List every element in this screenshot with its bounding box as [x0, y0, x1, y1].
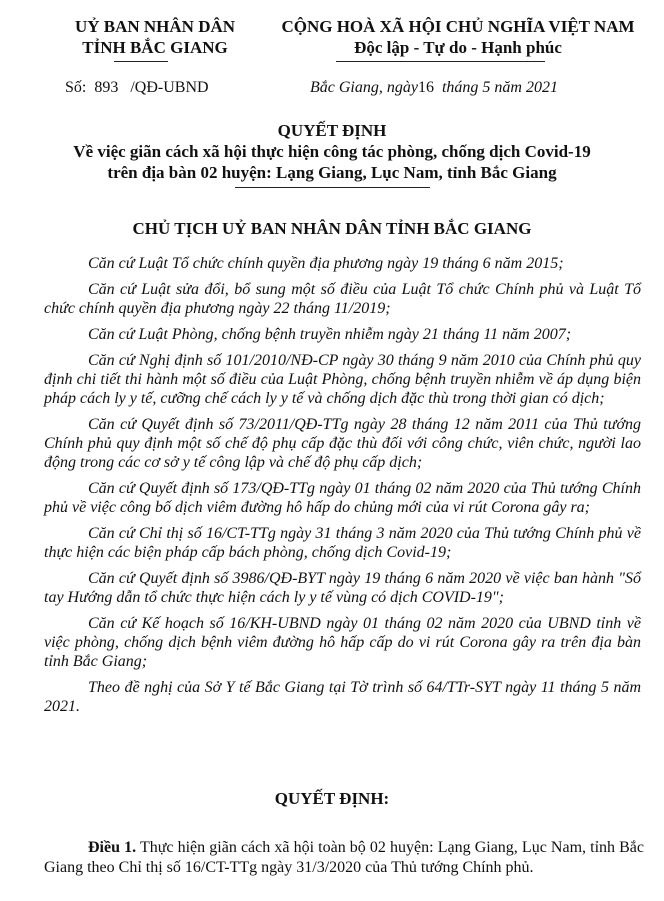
- agency-underline: [114, 61, 168, 62]
- title-subject-line-1: Về việc giãn cách xã hội thực hiện công tác phòng, chống dịch Covid-19: [73, 142, 591, 161]
- article-text: Thực hiện giãn cách xã hội toàn bộ 02 huyện: Lạng Giang, Lục Nam, tỉnh Bắc Giang theo Chỉ thị số 16/CT-TTg ngày 31/3/2020 của Thủ tướng Chính phủ.: [44, 839, 645, 876]
- preamble: [44, 254, 641, 723]
- agency-line-2: TỈNH BẮC GIANG: [82, 38, 228, 57]
- issuing-authority: CHỦ TỊCH UỶ BAN NHÂN DÂN TỈNH BẮC GIANG: [132, 219, 532, 238]
- agency-line-1: UỶ BAN NHÂN DÂN: [74, 17, 236, 36]
- date-suffix: tháng 5 năm 2021: [441, 79, 558, 96]
- motto-line-1: CỘNG HOÀ XÃ HỘI CHỦ NGHĨA VIỆT NAM: [281, 17, 635, 36]
- doc-number-code: /QĐ-UBND: [130, 79, 209, 96]
- date-day: 16: [417, 79, 434, 96]
- issuing-agency: [40, 16, 270, 58]
- preamble-item: Căn cứ Quyết định số 173/QĐ-TTg ngày 01 tháng 02 năm 2020 của Thủ tướng Chính phủ về việc công bố dịch viêm đường hô hấp do chủng mới của vi rút Corona gây ra;: [44, 480, 641, 516]
- title-underline: [235, 187, 430, 188]
- title-subject-line-2: trên địa bàn 02 huyện: Lạng Giang, Lục Nam, tỉnh Bắc Giang: [107, 163, 557, 182]
- motto-line-2: Độc lập - Tự do - Hạnh phúc: [354, 38, 562, 57]
- preamble-item: Căn cứ Nghị định số 101/2010/NĐ-CP ngày 30 tháng 9 năm 2010 của Chính phủ quy định chi tiết thi hành một số điều của Luật Phòng, chống bệnh truyền nhiễm về áp dụng biện pháp cách ly y tế, cưỡng chế cách ly y tế và chống dịch đặc thù trong thời gian có dịch;: [44, 352, 641, 407]
- article-1: [44, 838, 644, 878]
- article-label: Điều 1.: [88, 839, 137, 856]
- preamble-item: Theo đề nghị của Sở Y tế Bắc Giang tại Tờ trình số 64/TTr-SYT ngày 11 tháng 5 năm 2021.: [44, 679, 641, 715]
- document-title: [30, 120, 634, 183]
- motto-underline: [336, 61, 545, 62]
- title-heading: QUYẾT ĐỊNH: [277, 121, 387, 140]
- preamble-item: Căn cứ Kế hoạch số 16/KH-UBND ngày 01 tháng 02 năm 2020 của UBND tỉnh về việc phòng, chống dịch bệnh viêm đường hô hấp cấp do vi rút Corona gây ra trên địa bàn tỉnh Bắc Giang;: [44, 615, 641, 670]
- doc-number-value: 893: [94, 79, 119, 96]
- doc-number-label: Số:: [65, 79, 87, 96]
- national-motto: [258, 16, 658, 58]
- preamble-item: Căn cứ Luật sửa đổi, bổ sung một số điều của Luật Tổ chức Chính phủ và Luật Tổ chức chính quyền địa phương ngày 22 tháng 11/2019;: [44, 281, 641, 317]
- decision-heading: QUYẾT ĐỊNH:: [274, 789, 390, 808]
- preamble-item: Căn cứ Quyết định số 3986/QĐ-BYT ngày 19 tháng 6 năm 2020 về việc ban hành "Sổ tay Hướng dẫn tổ chức thực hiện cách ly y tế vùng có dịch COVID-19";: [44, 570, 641, 606]
- issue-date: [310, 78, 558, 98]
- preamble-item: Căn cứ Chỉ thị số 16/CT-TTg ngày 31 tháng 3 năm 2020 của Thủ tướng Chính phủ về thực hiện các biện pháp cấp bách phòng, chống dịch Covid-19;: [44, 525, 641, 561]
- preamble-item: Căn cứ Quyết định số 73/2011/QĐ-TTg ngày 28 tháng 12 năm 2011 của Thủ tướng Chính phủ quy định một số chế độ phụ cấp đặc thù đối với công chức, viên chức, người lao động trong các cơ sở y tế công lập và chế độ phụ cấp dịch;: [44, 416, 641, 471]
- document-number: [65, 78, 209, 98]
- preamble-item: Căn cứ Luật Tổ chức chính quyền địa phương ngày 19 tháng 6 năm 2015;: [88, 255, 564, 272]
- date-prefix: Bắc Giang, ngày: [310, 79, 418, 96]
- preamble-item: Căn cứ Luật Phòng, chống bệnh truyền nhiễm ngày 21 tháng 11 năm 2007;: [88, 326, 572, 343]
